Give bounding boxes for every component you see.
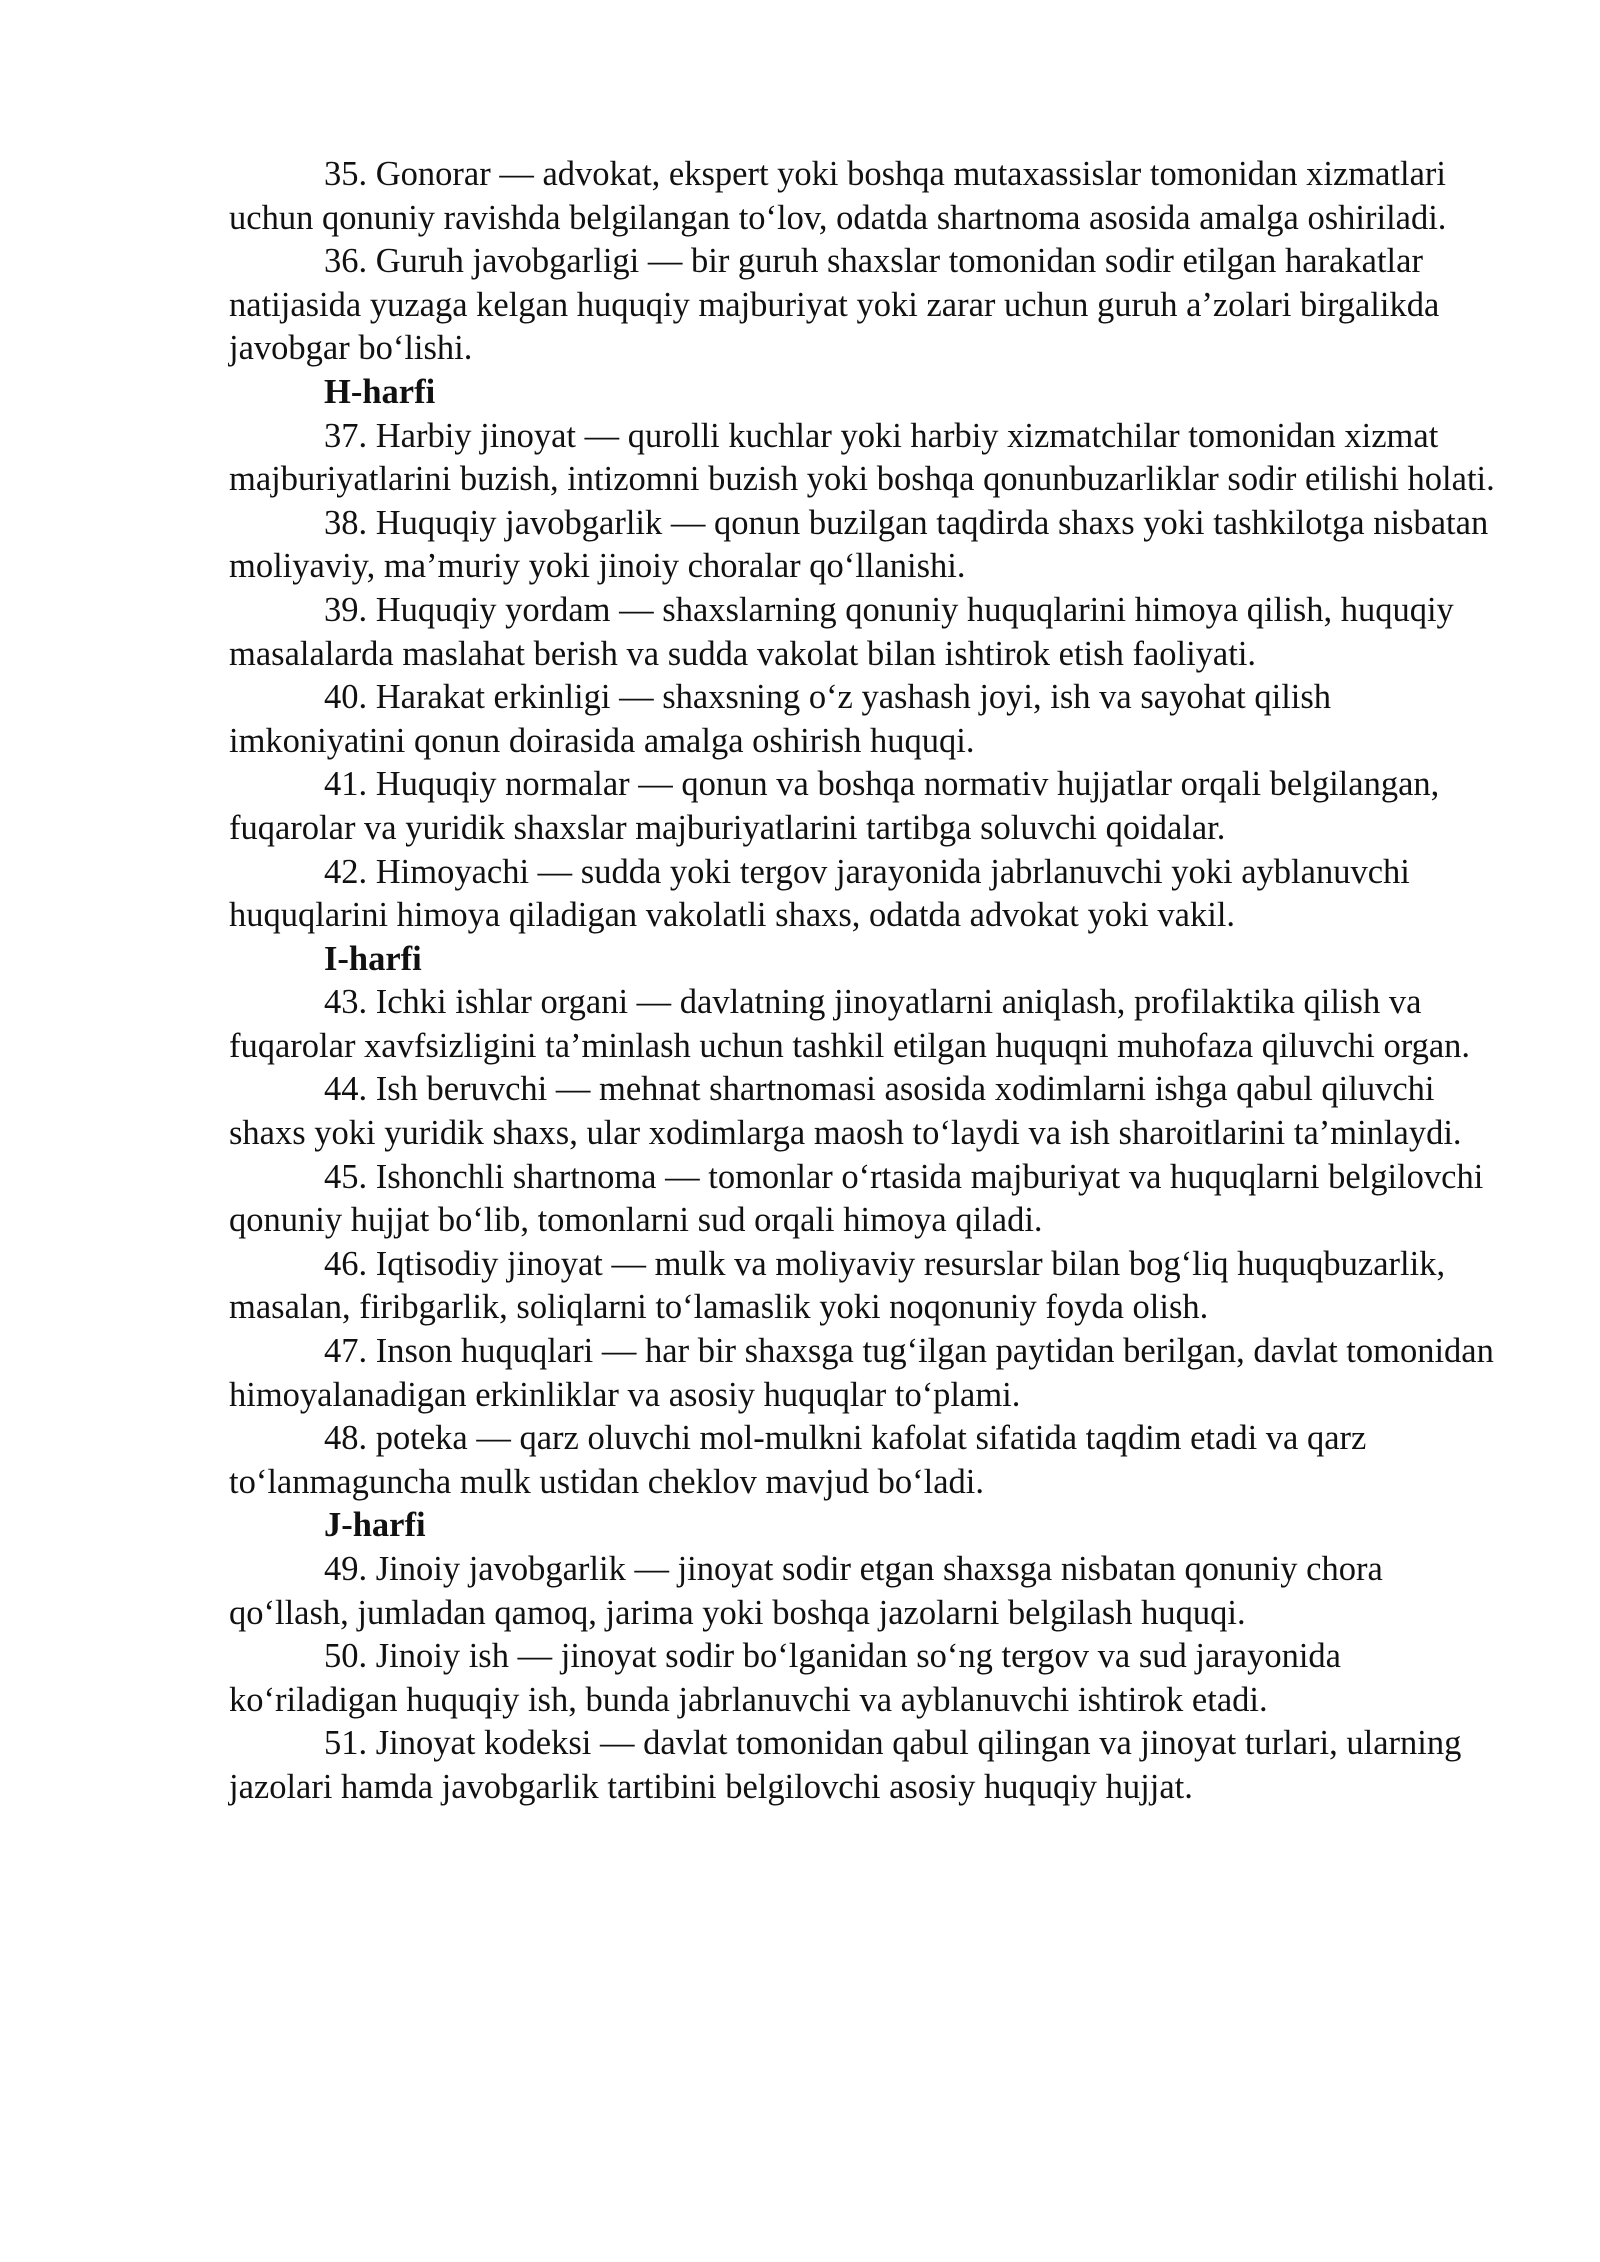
glossary-entry-43: 43. Ichki ishlar organi — davlatning jinoyatlarni aniqlash, profilaktika qilish va fuqarolar xavfsizligini ta’minlash uchun tashkil etilgan huquqni muhofaza qiluvchi organ. [229, 983, 1471, 1065]
glossary-entry-48: 48. poteka — qarz oluvchi mol-mulkni kafolat sifatida taqdim etadi va qarz to‘lanmaguncha mulk ustidan cheklov mavjud bo‘ladi. [229, 1419, 1367, 1501]
glossary-entry-49: 49. Jinoiy javobgarlik — jinoyat sodir etgan shaxsga nisbatan qonuniy chora qo‘llash, jumladan qamoq, jarima yoki boshqa jazolarni belgilash huquqi. [229, 1550, 1383, 1632]
glossary-entry-41: 41. Huquqiy normalar — qonun va boshqa normativ hujjatlar orqali belgilangan, fuqarolar va yuridik shaxslar majburiyatlarini tartibga soluvchi qoidalar. [229, 765, 1440, 847]
glossary-entry-50: 50. Jinoiy ish — jinoyat sodir bo‘lganidan so‘ng tergov va sud jarayonida ko‘riladigan huquqiy ish, bunda jabrlanuvchi va ayblanuvchi ishtirok etadi. [229, 1637, 1341, 1719]
section-heading-i: I-harfi [324, 939, 422, 978]
glossary-entry-39: 39. Huquqiy yordam — shaxslarning qonuniy huquqlarini himoya qilish, huquqiy masalalarda maslahat berish va sudda vakolat bilan ishtirok etish faoliyati. [229, 590, 1454, 673]
glossary-entry-37: 37. Harbiy jinoyat — qurolli kuchlar yoki harbiy xizmatchilar tomonidan xizmat majburiyatlarini buzish, intizomni buzish yoki boshqa qonunbuzarliklar sodir etilishi holati. [229, 416, 1495, 499]
glossary-entry-47: 47. Inson huquqlari — har bir shaxsga tug‘ilgan paytidan berilgan, davlat tomonidan himoyalanadigan erkinliklar va asosiy huquqlar to‘plami. [229, 1332, 1494, 1414]
section-heading-j: J-harfi [324, 1506, 426, 1545]
glossary-entry-51: 51. Jinoyat kodeksi — davlat tomonidan qabul qilingan va jinoyat turlari, ularning jazolari hamda javobgarlik tartibini belgilovchi asosiy huquqiy hujjat. [229, 1724, 1462, 1806]
glossary-entry-45: 45. Ishonchli shartnoma — tomonlar o‘rtasida majburiyat va huquqlarni belgilovchi qonuniy hujjat bo‘lib, tomonlarni sud orqali himoya qiladi. [229, 1157, 1484, 1240]
document-body [229, 153, 1499, 1810]
glossary-entry-40: 40. Harakat erkinligi — shaxsning o‘z yashash joyi, ish va sayohat qilish imkoniyatini qonun doirasida amalga oshirish huquqi. [229, 678, 1332, 760]
glossary-entry-38: 38. Huquqiy javobgarlik — qonun buzilgan taqdirda shaxs yoki tashkilotga nisbatan moliyaviy, ma’muriy yoki jinoiy choralar qo‘llanishi. [229, 503, 1489, 586]
section-heading-h: H-harfi [324, 372, 436, 411]
glossary-entry-35: 35. Gonorar — advokat, ekspert yoki boshqa mutaxassislar tomonidan xizmatlari uchun qonuniy ravishda belgilangan to‘lov, odatda shartnoma asosida amalga oshiriladi. [229, 155, 1447, 237]
glossary-entry-44: 44. Ish beruvchi — mehnat shartnomasi asosida xodimlarni ishga qabul qiluvchi shaxs yoki yuridik shaxs, ular xodimlarga maosh to‘laydi va ish sharoitlarini ta’minlaydi. [229, 1070, 1462, 1153]
glossary-entry-46: 46. Iqtisodiy jinoyat — mulk va moliyaviy resurslar bilan bog‘liq huquqbuzarlik, masalan, firibgarlik, soliqlarni to‘lamaslik yoki noqonuniy foyda olish. [229, 1244, 1446, 1327]
glossary-entry-42: 42. Himoyachi — sudda yoki tergov jarayonida jabrlanuvchi yoki ayblanuvchi huquqlarini himoya qiladigan vakolatli shaxs, odatda advokat yoki vakil. [229, 852, 1410, 935]
glossary-entry-36: 36. Guruh javobgarligi — bir guruh shaxslar tomonidan sodir etilgan harakatlar natijasida yuzaga kelgan huquqiy majburiyat yoki zarar uchun guruh a’zolari birgalikda javobgar bo‘lishi. [229, 242, 1440, 368]
